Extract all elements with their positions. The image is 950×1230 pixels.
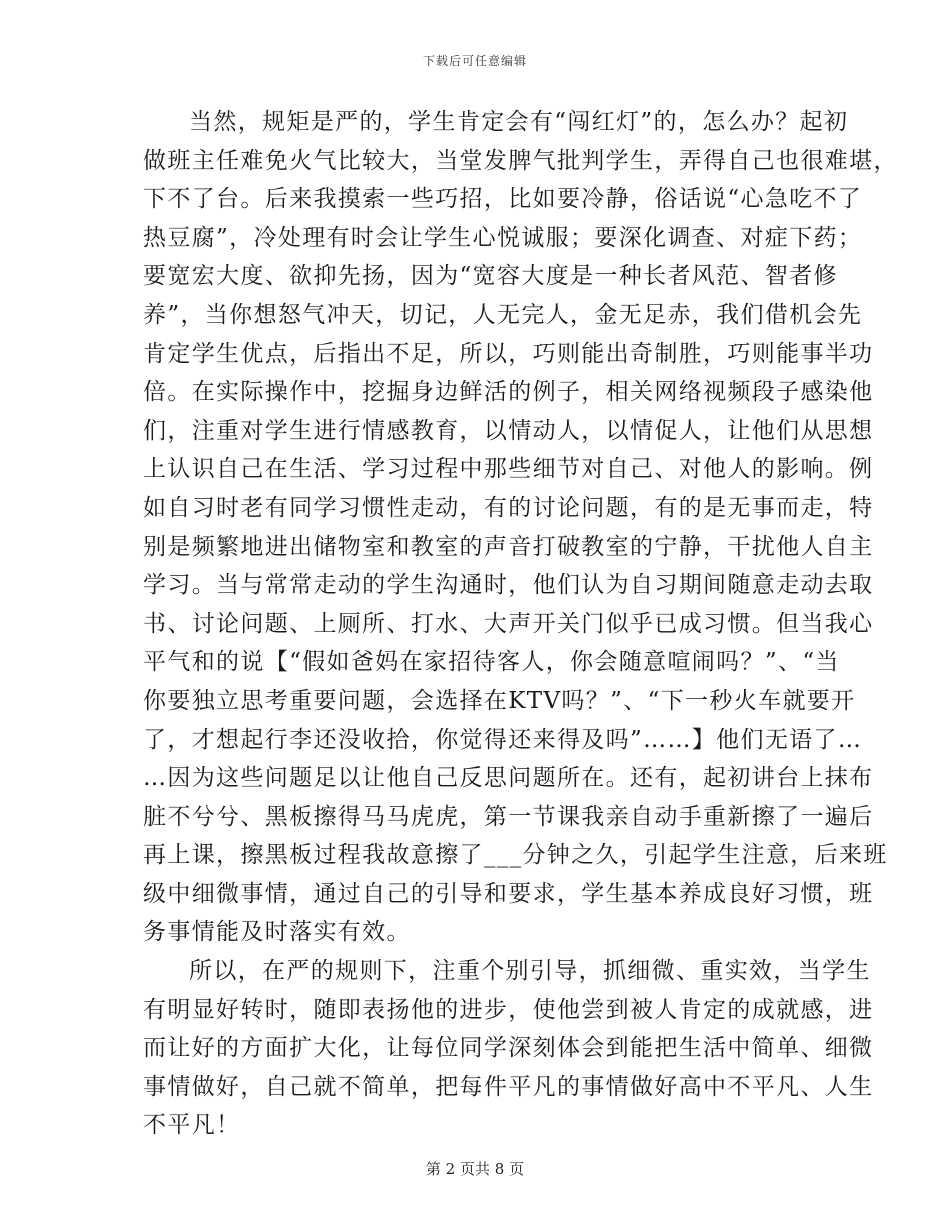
text-line: 要宽宏大度、欲抑先扬，因为“宽容大度是一种长者风范、智者修 <box>143 263 838 290</box>
text-line: 学习。当与常常走动的学生沟通时，他们认为自习期间随意走动去取 <box>143 572 874 599</box>
text-line: 上认识自己在生活、学习过程中那些细节对自己、对他人的影响。例 <box>143 456 874 483</box>
text-line: 下不了台。后来我摸索一些巧招，比如要冷静，俗话说“心急吃不了 <box>143 186 863 213</box>
text-line: 而让好的方面扩大化，让每位同学深刻体会到能把生活中简单、细微 <box>143 1035 874 1062</box>
text-line: 做班主任难免火气比较大，当堂发脾气批判学生，弄得自己也很难堪， <box>143 147 898 174</box>
text-line: 肯定学生优点，后指出不足，所以，巧则能出奇制胜，巧则能事半功 <box>143 340 874 367</box>
text-line: 们，注重对学生进行情感教育，以情动人，以情促人，让他们从思想 <box>143 417 874 444</box>
text-line: 不平凡！ <box>143 1112 241 1139</box>
text-line: 脏不兮兮、黑板擦得马马虎虎，第一节课我亲自动手重新擦了一遍后 <box>143 803 874 830</box>
document-body <box>143 103 898 1145</box>
text-line: 有明显好转时，随即表扬他的进步，使他尝到被人肯定的成就感，进 <box>143 996 874 1023</box>
text-line: 所以，在严的规则下，注重个别引导，抓细微、重实效，当学生 <box>189 958 871 985</box>
text-line: 务事情能及时落实有效。 <box>143 919 411 946</box>
page-header: 下载后可任意编辑 <box>422 54 527 68</box>
text-line: …因为这些问题足以让他自己反思问题所在。还有，起初讲台上抹布 <box>143 765 874 792</box>
text-line: 倍。在实际操作中，挖掘身边鲜活的例子，相关网络视频段子感染他 <box>143 379 874 406</box>
text-line: 热豆腐”，冷处理有时会让学生心悦诚服；要深化调查、对症下药； <box>143 224 863 251</box>
text-line: 平气和的说【“假如爸妈在家招待客人，你会随意喧闹吗？”、“当 <box>143 649 840 676</box>
text-line: 养”，当你想怒气冲天，切记，人无完人，金无足赤，我们借机会先 <box>143 301 863 328</box>
page-number: 第 2 页共 8 页 <box>425 1160 525 1178</box>
text-line: 你要独立思考重要问题，会选择在KTV吗？”、“下一秒火车就要开 <box>143 687 856 714</box>
text-line: 了，才想起行李还没收拾，你觉得还来得及吗”……】他们无语了… <box>143 726 863 753</box>
paragraph-2 <box>143 952 874 1145</box>
paragraph-1 <box>143 103 898 952</box>
text-line: 当然，规矩是严的，学生肯定会有“闯红灯”的，怎么办？起初 <box>189 109 849 135</box>
text-line: 级中细微事情，通过自己的引导和要求，学生基本养成良好习惯，班 <box>143 880 874 907</box>
text-line: 事情做好，自己就不简单，把每件平凡的事情做好高中不平凡、人生 <box>143 1073 874 1100</box>
text-line: 如自习时老有同学习惯性走动，有的讨论问题，有的是无事而走，特 <box>143 494 874 521</box>
text-line: 别是频繁地进出储物室和教室的声音打破教室的宁静，干扰他人自主 <box>143 533 874 560</box>
text-line: 书、讨论问题、上厕所、打水、大声开关门似乎已成习惯。但当我心 <box>143 610 874 637</box>
text-line: 再上课，擦黑板过程我故意擦了___分钟之久，引起学生注意，后来班 <box>143 842 888 869</box>
